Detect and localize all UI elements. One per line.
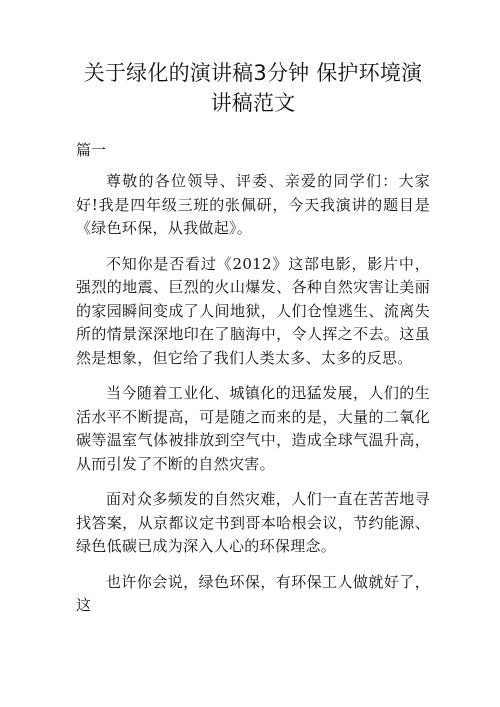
paragraph: 也许你会说，绿色环保，有环保工人做就好了，这	[76, 572, 430, 614]
paragraph: 面对众多频发的自然灾难，人们一直在苦苦地寻找答案，从京都议定书到哥本哈根会议，节约能源、绿色低碳已成为深入人心的环保理念。	[76, 490, 430, 555]
section-label: 篇一	[76, 141, 107, 159]
document-title: 关于绿化的演讲稿3分钟 保护环境演讲稿范文	[83, 61, 423, 115]
paragraph: 不知你是否看过《2012》这部电影，影片中，强烈的地震、巨烈的火山爆发、各种自然灾害让美丽的家园瞬间变成了人间地狱，人们仓惶逃生、流离失所的情景深深地印在了脑海中，令人挥之不去。这虽然是想象，但它给了我们人类太多、太多的反思。	[76, 254, 430, 367]
paragraph: 当今随着工业化、城镇化的迅猛发展，人们的生活水平不断提高，可是随之而来的是，大量的二氧化碳等温室气体被排放到空气中，造成全球气温升高，从而引发了不断的自然灾害。	[76, 384, 430, 473]
paragraph: 尊敬的各位领导、评委、亲爱的同学们：大家好!我是四年级三班的张佩研，今天我演讲的题目是《绿色环保，从我做起》。	[76, 172, 430, 237]
